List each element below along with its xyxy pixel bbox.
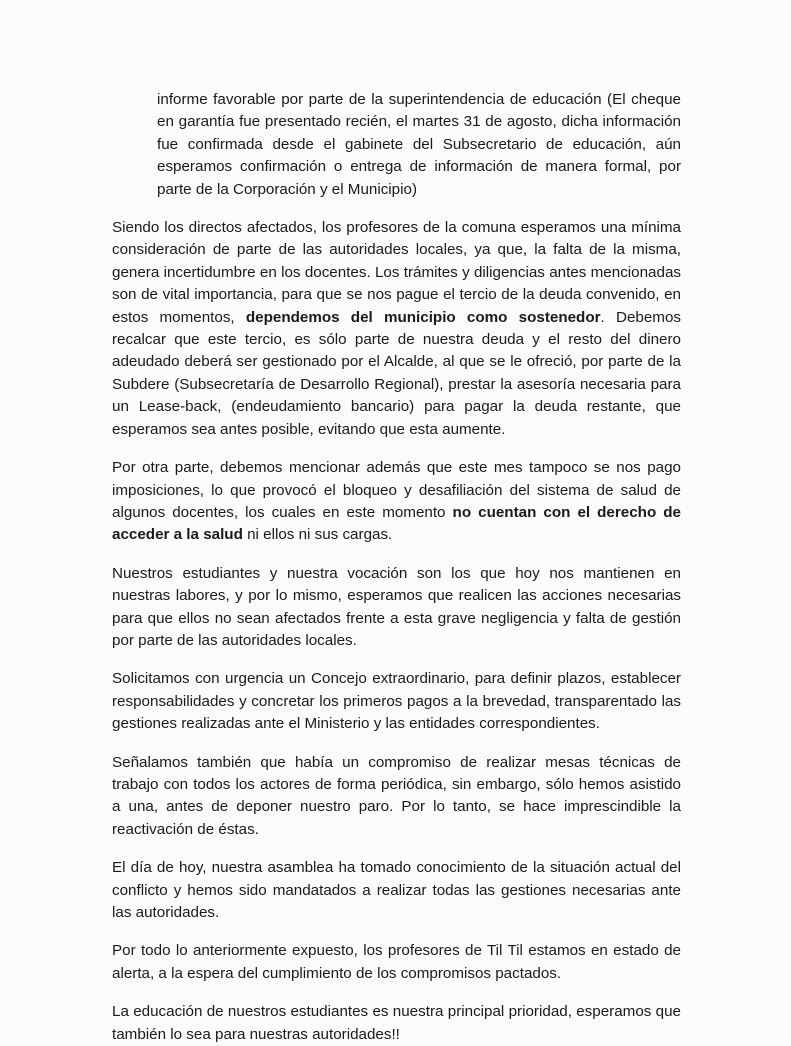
bold-text: no cuentan con el derecho de acceder a la salud [112, 503, 681, 544]
paragraph-asamblea: El día de hoy, nuestra asamblea ha tomado conocimiento de la situación actual del conflicto y hemos sido mandatados a realizar todas las gestiones necesarias ante las autoridades. [112, 859, 681, 921]
bold-text: dependemos del municipio como sostenedor [245, 308, 601, 326]
paragraph-prioridad: La educación de nuestros estudiantes es nuestra principal prioridad, esperamos que también lo sea para nuestras autoridades!! [112, 1003, 681, 1043]
paragraph-mesas-tecnicas: Señalamos también que había un compromiso de realizar mesas técnicas de trabajo con todos los actores de forma periódica, sin embargo, sólo hemos asistido a una, antes de deponer nuestro paro. Por lo tanto, se hace imprescindible la reactivación de éstas. [112, 753, 681, 838]
paragraph-estado-alerta: Por todo lo anteriormente expuesto, los profesores de Til Til estamos en estado de alerta, a la espera del cumplimiento de los compromisos pactados. [112, 942, 681, 982]
paragraph-text: ni ellos ni sus cargas. [242, 526, 393, 544]
paragraph-text: . Debemos recalcar que este tercio, es sólo parte de nuestra deuda y el resto del dinero adeudado deberá ser gestionado por el Alcalde, al que se le ofreció, por parte de la Subdere (Subsecretaría de Desarrollo Regional), prestar la asesoría necesaria para un Lease-back, (endeudamiento bancario) para pagar la deuda restante, que esperamos sea antes posible, evitando que esta aumente. [112, 308, 681, 438]
paragraph-concejo-extraordinario: Solicitamos con urgencia un Concejo extraordinario, para definir plazos, establecer responsabilidades y concretar los primeros pagos a la brevedad, transparentado las gestiones realizadas ante el Ministerio y las entidades correspondientes. [112, 670, 681, 733]
paragraph-estudiantes-vocacion: Nuestros estudiantes y nuestra vocación son los que hoy nos mantienen en nuestras labores, y por lo mismo, esperamos que realicen las acciones necesarias para que ellos no sean afectados frente a esta grave negligencia y falta de gestión por parte de las autoridades locales. [112, 564, 681, 649]
paragraph-text: Por otra parte, debemos mencionar además que este mes tampoco se nos pago imposiciones, lo que provocó el bloqueo y desafiliación del sistema de salud de algunos docentes, los cuales en este momento [112, 459, 681, 521]
paragraph-informe-favorable: informe favorable por parte de la superintendencia de educación (El cheque en garantía fue presentado recién, el martes 31 de agosto, dicha información fue confirmada desde el gabinete del Subsecretario de educación, aún esperamos confirmación o entrega de información de manera formal, por parte de la Corporación y el Municipio) [157, 91, 681, 198]
paragraph-directos-afectados [112, 217, 681, 441]
paragraph-imposiciones [112, 457, 681, 547]
paragraph-text: Siendo los directos afectados, los profesores de la comuna esperamos una mínima consideración de parte de las autoridades locales, ya que, la falta de la misma, genera incertidumbre en los docentes. Los trámites y diligencias antes mencionadas son de vital importancia, para que se nos pague el tercio de la deuda convenido, en estos momentos, [112, 219, 681, 326]
